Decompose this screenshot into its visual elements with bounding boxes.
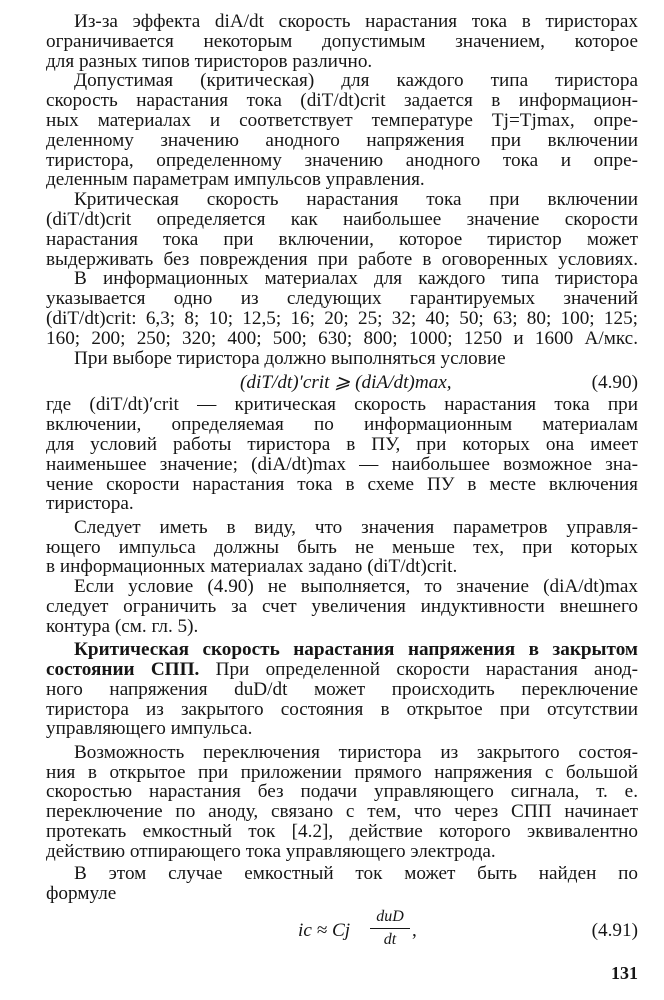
- text-line: Если условие (4.90) не выполняется, то значение (diA/dt)max: [74, 577, 638, 597]
- formula-expression: (diT/dt)′crit ⩾ (diA/dt)max,: [240, 372, 452, 393]
- text-line: Допустимая (критическая) для каждого типа тиристора: [74, 71, 638, 91]
- text-line: ющего импульса должны быть не меньше тех, при которых: [46, 538, 638, 558]
- fraction-numerator: duD: [376, 908, 404, 925]
- text-line: следует ограничить за счет увеличения индуктивности внешнего: [46, 597, 638, 617]
- fraction: [370, 908, 410, 949]
- equation-number: (4.90): [591, 372, 638, 393]
- section-heading: Критическая скорость нарастания напряжения в закрытом: [74, 640, 638, 660]
- formula-4-91: [298, 908, 638, 958]
- text-line: контура (см. гл. 5).: [46, 617, 199, 637]
- heading-line: [46, 660, 638, 680]
- text-line: (diT/dt)crit: 6,3; 8; 10; 12,5; 16; 20; 25; 32; 40; 50; 63; 80; 100; 125;: [46, 309, 638, 329]
- text-line: Следует иметь в виду, что значения параметров управля-: [74, 518, 638, 538]
- text-line: действию отпирающего тока управляющего электрода.: [46, 842, 496, 862]
- text-line: ния в открытое при приложении прямого напряжения с большой: [46, 763, 638, 783]
- text-line: ных материалах и соответствует температуре Tj=Tjmax, опре-: [46, 111, 638, 131]
- text-line: для разных типов тиристоров различно.: [46, 52, 373, 72]
- fraction-denominator: dt: [383, 931, 397, 948]
- text-line: скоростью нарастания без подачи управляющего сигнала, т. е.: [46, 782, 638, 802]
- text-line: для условий работы тиристора в ПУ, при которых она имеет: [46, 435, 638, 455]
- text-line: управляющего импульса.: [46, 719, 253, 739]
- text-line: ного напряжения duD/dt может происходить переключение: [46, 680, 638, 700]
- text-line: В информационных материалах для каждого типа тиристора: [74, 269, 638, 289]
- text-line: формуле: [46, 884, 117, 904]
- equation-number: (4.91): [591, 920, 638, 941]
- text-line: (diT/dt)crit определяется как наибольшее значение скорости: [46, 210, 638, 230]
- text-line: переключение по аноду, связано с тем, что через СПП начинает: [46, 802, 638, 822]
- text-line: чение скорости нарастания тока в схеме ПУ в месте включения: [46, 475, 638, 495]
- text-line: протекать емкостный ток [4.2], действие которого эквивалентно: [46, 822, 638, 842]
- text-line: деленным параметрам импульсов управления.: [46, 170, 425, 190]
- text-line: тиристора из закрытого состояния в открытое при отсутствии: [46, 700, 638, 720]
- formula-left: ic ≈ Cj: [298, 920, 351, 941]
- text-line: где (diT/dt)′crit — критическая скорость нарастания тока при: [46, 395, 638, 415]
- formula-4-90: [240, 372, 638, 394]
- text-line: Возможность переключения тиристора из закрытого состоя-: [74, 743, 638, 763]
- formula-tail: ,: [412, 920, 417, 941]
- text-line: В этом случае емкостный ток может быть найден по: [74, 864, 638, 884]
- page-number: 131: [611, 963, 638, 983]
- text-line: наименьшее значение; (diA/dt)max — наибольшее возможное зна-: [46, 455, 638, 475]
- text-line: тиристора.: [46, 494, 134, 514]
- text-line: 160; 200; 250; 320; 400; 500; 630; 800; 1000; 1250 и 1600 А/мкс.: [46, 329, 638, 349]
- fraction-bar: [370, 928, 410, 929]
- section-heading-cont: состоянии СПП.: [46, 660, 200, 680]
- text-line: При определенной скорости нарастания анод-: [215, 660, 638, 680]
- text-line: в информационных материалах задано (diT/dt)crit.: [46, 557, 458, 577]
- text-line: выдерживать без повреждения при работе в оговоренных условиях.: [46, 250, 638, 270]
- text-line: При выборе тиристора должно выполняться условие: [74, 349, 506, 369]
- text-line: Из-за эффекта diA/dt скорость нарастания тока в тиристорах: [74, 12, 638, 32]
- text-line: включении, определяемая по информационным материалам: [46, 415, 638, 435]
- text-line: ограничивается некоторым допустимым значением, которое: [46, 32, 638, 52]
- text-line: указывается одно из следующих гарантируемых значений: [46, 289, 638, 309]
- text-line: деленному значению анодного напряжения при включении: [46, 131, 638, 151]
- text-line: тиристора, определенному значению анодного тока и опре-: [46, 151, 638, 171]
- text-line: скорость нарастания тока (diT/dt)crit задается в информацион-: [46, 91, 638, 111]
- text-line: нарастания тока при включении, которое тиристор может: [46, 230, 638, 250]
- text-line: Критическая скорость нарастания тока при включении: [74, 190, 638, 210]
